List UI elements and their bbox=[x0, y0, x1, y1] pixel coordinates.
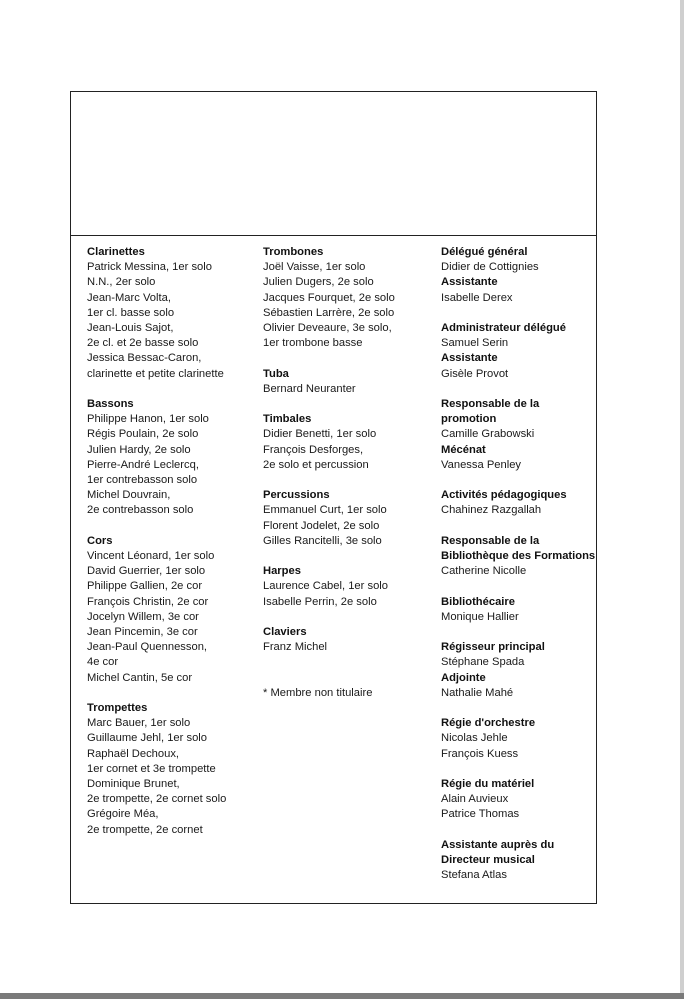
staff-line: Nicolas Jehle bbox=[441, 732, 508, 745]
staff-line: Didier de Cottignies bbox=[441, 261, 539, 274]
staff-section bbox=[263, 671, 435, 701]
staff-line: Olivier Deveaure, 3e solo, bbox=[263, 322, 392, 335]
staff-section bbox=[263, 367, 435, 397]
staff-line: Laurence Cabel, 1er solo bbox=[263, 580, 389, 593]
staff-section bbox=[263, 564, 435, 610]
staff-line: Michel Cantin, 5e cor bbox=[87, 671, 193, 684]
staff-line: David Guerrier, 1er solo bbox=[87, 565, 206, 578]
staff-line: François Kuess bbox=[441, 747, 519, 760]
staff-line: Grégoire Méa, bbox=[87, 808, 159, 821]
staff-section bbox=[87, 534, 259, 686]
staff-line: Guillaume Jehl, 1er solo bbox=[87, 732, 208, 745]
section-heading: Assistante auprès du Directeur musical bbox=[441, 838, 555, 866]
staff-line: Catherine Nicolle bbox=[441, 565, 527, 578]
staff-line: Jean-Paul Quennesson, bbox=[87, 641, 208, 654]
staff-section bbox=[263, 625, 435, 655]
section-heading: Harpes bbox=[263, 565, 301, 578]
section-heading: Responsable de la promotion bbox=[441, 398, 540, 426]
staff-line: Jessica Bessac-Caron, bbox=[87, 352, 202, 365]
staff-line: Patrice Thomas bbox=[441, 808, 520, 821]
staff-line: N.N., 2er solo bbox=[87, 276, 156, 289]
staff-line: Jocelyn Willem, 3e cor bbox=[87, 610, 199, 623]
staff-line: Sébastien Larrère, 2e solo bbox=[263, 306, 395, 319]
staff-line: Alain Auvieux bbox=[441, 793, 509, 806]
staff-line: Stefana Atlas bbox=[441, 869, 507, 882]
staff-section bbox=[87, 701, 259, 838]
staff-line: Julien Dugers, 2e solo bbox=[263, 276, 374, 289]
section-heading: Régisseur principal bbox=[441, 641, 545, 654]
staff-line: Samuel Serin bbox=[441, 337, 509, 350]
section-heading: Tuba bbox=[263, 367, 289, 380]
staff-line: 1er cornet et 3e trompette bbox=[87, 762, 216, 775]
staff-line: Monique Hallier bbox=[441, 610, 519, 623]
staff-line: Pierre-André Leclercq, bbox=[87, 458, 199, 471]
page-bottom-edge bbox=[0, 993, 684, 999]
staff-line: Nathalie Mahé bbox=[441, 686, 514, 699]
staff-line: Jean-Louis Sajot, bbox=[87, 322, 174, 335]
staff-line: 1er cl. basse solo bbox=[87, 306, 175, 319]
column-left bbox=[87, 245, 259, 853]
staff-line: Florent Jodelet, 2e solo bbox=[263, 519, 380, 532]
staff-section bbox=[263, 412, 435, 473]
staff-line: 1er contrebasson solo bbox=[87, 474, 198, 487]
staff-line: * Membre non titulaire bbox=[263, 686, 373, 699]
staff-section bbox=[441, 534, 597, 580]
staff-line bbox=[263, 671, 435, 686]
staff-line: Julien Hardy, 2e solo bbox=[87, 443, 191, 456]
staff-line: 2e solo et percussion bbox=[263, 458, 369, 471]
sub-heading: Assistante bbox=[441, 276, 498, 289]
staff-section bbox=[87, 397, 259, 519]
section-heading: Trompettes bbox=[87, 702, 148, 715]
section-heading: Bibliothécaire bbox=[441, 595, 515, 608]
staff-line: 4e cor bbox=[87, 656, 119, 669]
column-middle bbox=[263, 245, 435, 716]
staff-line: Jean Pincemin, 3e cor bbox=[87, 626, 198, 639]
staff-line: Chahinez Razgallah bbox=[441, 504, 542, 517]
staff-line: Franz Michel bbox=[263, 641, 328, 654]
staff-line: Raphaël Dechoux, bbox=[87, 747, 180, 760]
staff-line: Emmanuel Curt, 1er solo bbox=[263, 504, 387, 517]
staff-line: Marc Bauer, 1er solo bbox=[87, 717, 191, 730]
staff-line: François Desforges, bbox=[263, 443, 364, 456]
staff-line: Vanessa Penley bbox=[441, 458, 522, 471]
staff-section bbox=[441, 488, 597, 518]
section-heading: Délégué général bbox=[441, 246, 528, 258]
staff-line: Philippe Hanon, 1er solo bbox=[87, 413, 209, 426]
content-frame bbox=[70, 91, 597, 904]
staff-line: Jacques Fourquet, 2e solo bbox=[263, 291, 395, 304]
staff-line: Régis Poulain, 2e solo bbox=[87, 428, 199, 441]
staff-line: Vincent Léonard, 1er solo bbox=[87, 550, 215, 563]
staff-line: Isabelle Perrin, 2e solo bbox=[263, 595, 377, 608]
staff-line: Didier Benetti, 1er solo bbox=[263, 428, 377, 441]
staff-line: Philippe Gallien, 2e cor bbox=[87, 580, 203, 593]
staff-line: 1er trombone basse bbox=[263, 337, 363, 350]
staff-line: François Christin, 2e cor bbox=[87, 595, 209, 608]
staff-line: Gilles Rancitelli, 3e solo bbox=[263, 534, 382, 547]
section-heading: Régie d'orchestre bbox=[441, 717, 536, 730]
staff-section bbox=[263, 245, 435, 351]
section-heading: Activités pédagogiques bbox=[441, 489, 567, 502]
section-heading: Administrateur délégué bbox=[441, 322, 566, 334]
staff-section bbox=[441, 838, 597, 884]
staff-line: Michel Douvrain, bbox=[87, 489, 171, 502]
section-heading: Responsable de la Bibliothèque des Formations bbox=[441, 534, 596, 562]
staff-line: 2e trompette, 2e cornet solo bbox=[87, 793, 227, 806]
staff-section bbox=[441, 595, 597, 625]
staff-line: Bernard Neuranter bbox=[263, 382, 356, 395]
section-heading: Cors bbox=[87, 534, 113, 547]
staff-line: 2e trompette, 2e cornet bbox=[87, 823, 203, 836]
section-heading: Bassons bbox=[87, 398, 134, 411]
section-heading: Percussions bbox=[263, 489, 330, 502]
column-right bbox=[441, 245, 597, 899]
staff-line: Joël Vaisse, 1er solo bbox=[263, 261, 366, 274]
staff-line: Camille Grabowski bbox=[441, 428, 535, 441]
staff-line: Jean-Marc Volta, bbox=[87, 291, 171, 304]
staff-line: 2e cl. et 2e basse solo bbox=[87, 337, 199, 350]
sub-heading: Assistante bbox=[441, 352, 498, 365]
staff-section bbox=[87, 245, 259, 382]
section-heading: Trombones bbox=[263, 246, 324, 258]
section-heading: Claviers bbox=[263, 626, 307, 638]
section-heading: Clarinettes bbox=[87, 246, 145, 258]
section-heading: Régie du matériel bbox=[441, 777, 535, 790]
staff-section bbox=[441, 640, 597, 701]
staff-line: Stéphane Spada bbox=[441, 656, 525, 669]
staff-section bbox=[441, 777, 597, 823]
page-edge bbox=[680, 0, 684, 999]
sub-heading: Adjointe bbox=[441, 671, 486, 684]
staff-section bbox=[441, 321, 597, 382]
staff-line: 2e contrebasson solo bbox=[87, 504, 194, 517]
sub-heading: Mécénat bbox=[441, 443, 486, 456]
staff-section bbox=[441, 245, 597, 306]
frame-top-box bbox=[71, 92, 596, 236]
staff-section bbox=[441, 397, 597, 473]
staff-line: Gisèle Provot bbox=[441, 367, 509, 380]
staff-line: Isabelle Derex bbox=[441, 291, 513, 304]
staff-section bbox=[263, 488, 435, 549]
section-heading: Timbales bbox=[263, 413, 312, 426]
staff-line: clarinette et petite clarinette bbox=[87, 367, 224, 380]
staff-section bbox=[441, 716, 597, 762]
staff-line: Patrick Messina, 1er solo bbox=[87, 261, 212, 274]
staff-line: Dominique Brunet, bbox=[87, 778, 180, 791]
